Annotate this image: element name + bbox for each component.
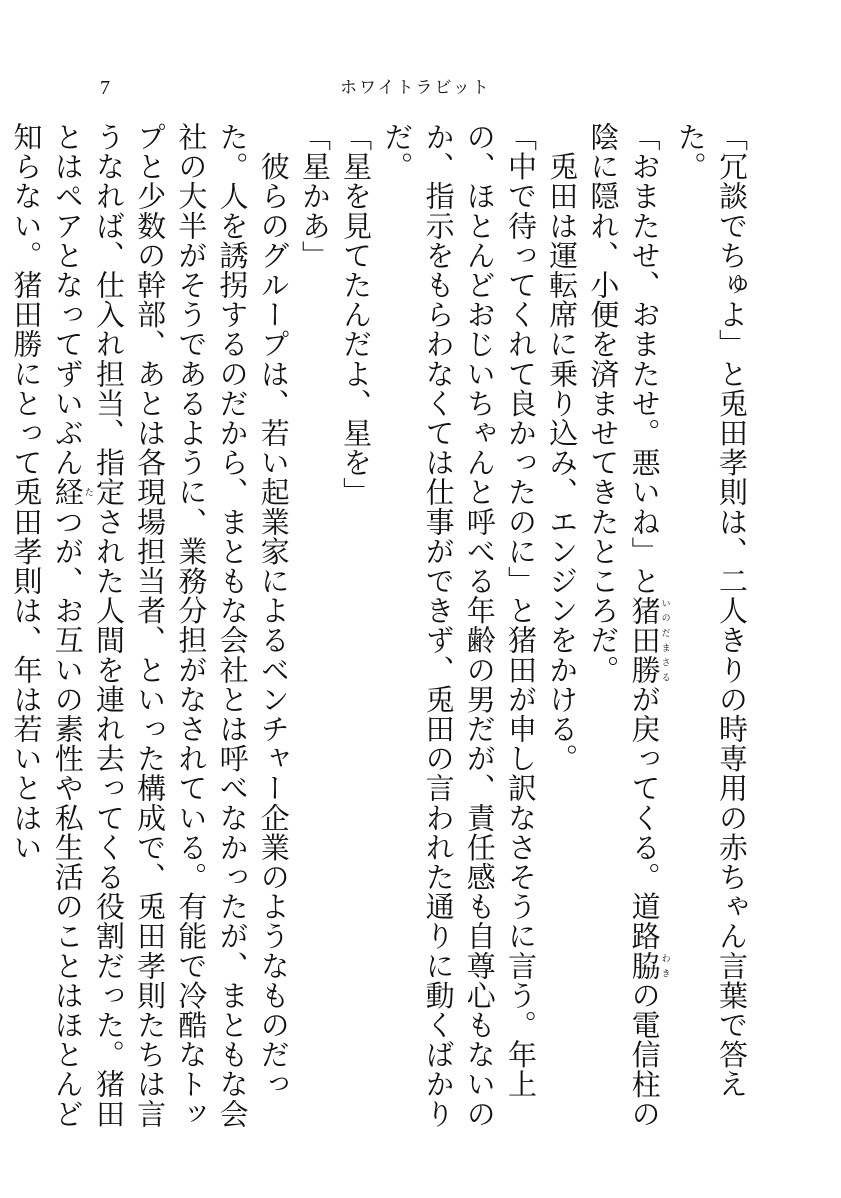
vertical-body-text (9, 122, 752, 1132)
paragraph-4 (376, 122, 541, 1132)
paragraph-5 (335, 122, 376, 1132)
furigana-ruby (627, 950, 670, 981)
paragraph-text: 彼らのグループは、若い起業家によるベンチャー企業のようなものだった。人を誘拐するのだから、まともな会社とは呼べなかったが、まともな会社の大半がそうであるように、業務分担がなされている。有能で冷酷なトップと少数の幹部、あとは各現場担当者、といった構成で、兎田孝則たちは言うなれば、仕入れ担当、指定された人間を連れ去ってくる役割だった。猪田とはペアとなってずいぶん (50, 122, 291, 1129)
page-number: 7 (100, 77, 110, 99)
ruby-base: 経 (50, 477, 85, 507)
paragraph-text: が戻ってくる。道路 (627, 684, 662, 951)
paragraph-text: の電信柱の陰に隠れ、小便を済ませてきたところだ。 (586, 122, 662, 1129)
ruby-base: 脇 (627, 950, 662, 981)
ruby-reading: わき (659, 950, 670, 981)
ruby-reading: た (82, 477, 93, 507)
paragraph-text: 「おまたせ、おまたせ。悪いね」と (627, 122, 662, 596)
paragraph-text: 兎田は運転席に乗り込み、エンジンをかける。 (545, 122, 580, 774)
running-title: ホワイトラビット (340, 78, 491, 98)
ruby-reading: いのだまさる (659, 595, 670, 685)
furigana-ruby (50, 477, 93, 507)
paragraph-6 (294, 122, 335, 1132)
paragraph-7 (5, 122, 293, 1132)
ruby-base: 猪田勝 (627, 595, 662, 685)
furigana-ruby (627, 595, 670, 685)
paragraph-1 (670, 122, 752, 1132)
paragraph-text: 「星を見てたんだよ、星を」 (339, 122, 374, 507)
paragraph-text: 「中で待ってくれて良かったのに」と猪田が申し訳なさそうに言う。年上の、ほとんどおじいちゃんと呼べる年齢の男だが、責任感も自尊心もないのか、指示をもらわなくては仕事ができず、兎田の言われた通りに動くばかりだ。 (380, 122, 538, 1129)
paragraph-2 (582, 122, 669, 1132)
paragraph-text: 「冗談でちゅよ」と兎田孝則は、二人きりの時専用の赤ちゃん言葉で答えた。 (673, 122, 749, 1099)
paragraph-3 (541, 122, 582, 1132)
paragraph-text: つが、お互いの素性や私生活のことはほとんど知らない。猪田勝にとって兎田孝則は、年は若いとはい (9, 122, 85, 1129)
paragraph-text: 「星かあ」 (297, 122, 332, 270)
